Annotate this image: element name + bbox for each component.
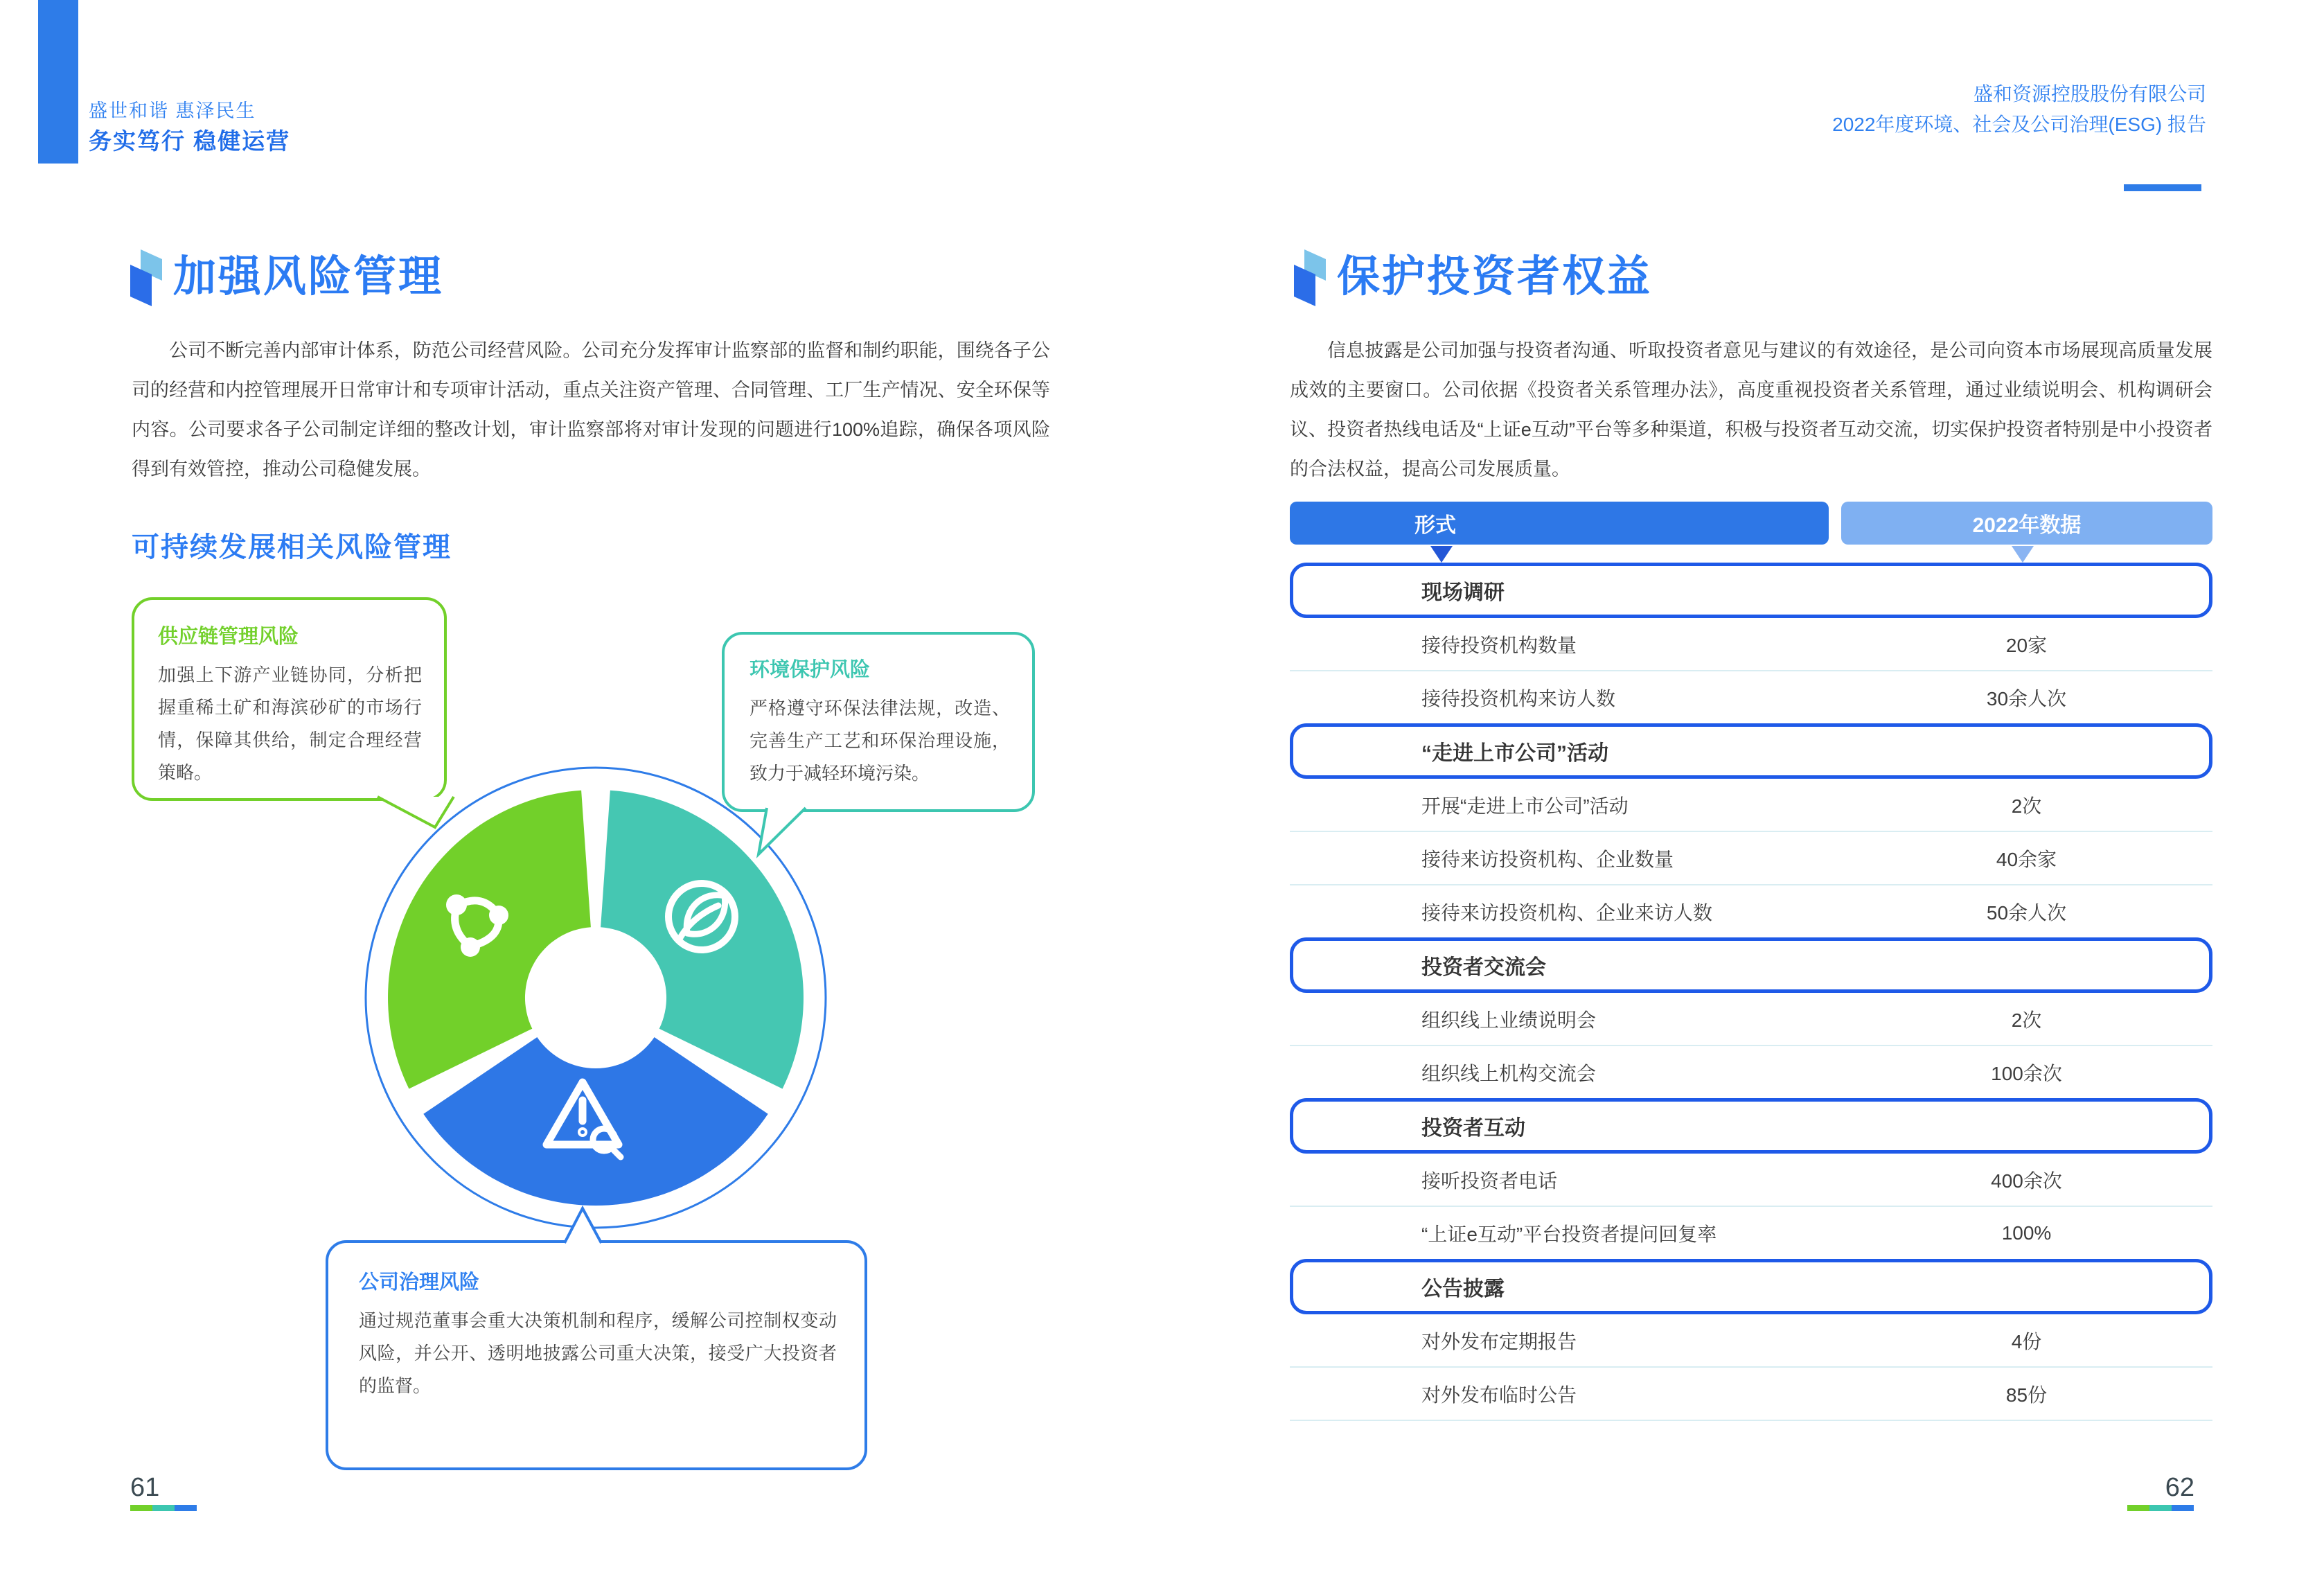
left-paragraph: 公司不断完善内部审计体系，防范公司经营风险。公司充分发挥审计监察部的监督和制约职能，围绕各子公司的经营和内控管理展开日常审计和专项审计活动，重点关注资产管理、合同管理、工厂生产情况、安全环保等内容。公司要求各子公司制定详细的整改计划，审计监察部将对审计发现的问题进行100%追踪，确保各项风险得到有效管控，推动公司稳健发展。 (132, 340, 1050, 479)
column-header-2022-data: 2022年数据 (1841, 502, 2212, 545)
table-row (1290, 1368, 2212, 1421)
callout-environment-risk (722, 632, 1035, 812)
row-value: 50余人次 (1986, 901, 2067, 924)
row-value: 2次 (2011, 1009, 2042, 1031)
investor-table (1290, 502, 2212, 1421)
pie-segment-governance (423, 1037, 768, 1206)
row-value: 2次 (2011, 795, 2042, 817)
table-row (1290, 1046, 2212, 1098)
page-number-right: 62 (2165, 1473, 2194, 1502)
section-marker-icon (1294, 249, 1326, 306)
table-header (1290, 502, 2212, 545)
callout-supply-chain-risk (132, 597, 447, 801)
bar-teal (152, 1505, 175, 1511)
row-label: 组织线上机构交流会 (1421, 1062, 1597, 1084)
row-label: 组织线上业绩说明会 (1421, 1009, 1597, 1031)
page-number-left: 61 (130, 1473, 160, 1502)
row-label: 接待投资机构数量 (1421, 634, 1577, 656)
right-section-title-block (1294, 249, 1652, 306)
corner-accent-bar (38, 0, 78, 164)
row-label: 对外发布临时公告 (1421, 1384, 1577, 1406)
header-pointer-data (2012, 546, 2034, 563)
bar-blue (175, 1505, 197, 1511)
row-value: 4份 (2011, 1330, 2042, 1352)
table-section-header: “走进上市公司”活动 (1290, 723, 2212, 779)
bar-green (130, 1505, 152, 1511)
table-section-header: 投资者互动 (1290, 1098, 2212, 1154)
row-value: 85份 (2005, 1384, 2048, 1406)
header-slogan-line2: 务实笃行 稳健运营 (89, 128, 291, 154)
table-row (1290, 671, 2212, 723)
row-value: 400余次 (1991, 1170, 2062, 1192)
row-value: 20家 (2005, 634, 2048, 656)
header-slogan-line1: 盛世和谐 惠泽民生 (89, 100, 256, 121)
callout-body: 严格遵守环保法律法规，改造、完善生产工艺和环保治理设施，致力于减轻环境污染。 (749, 698, 1010, 784)
table-section-header: 投资者交流会 (1290, 937, 2212, 993)
table-row (1290, 618, 2212, 671)
table-section-header: 公告披露 (1290, 1259, 2212, 1314)
page-number-bar-right (2127, 1505, 2194, 1511)
pie-segment-environment (601, 791, 804, 1089)
row-label: 接待投资机构来访人数 (1421, 687, 1616, 709)
bar-green (2127, 1505, 2149, 1511)
table-row (1290, 885, 2212, 937)
callout-body: 加强上下游产业链协同，分析把握重稀土矿和海滨砂矿的市场行情，保障其供给，制定合理经营策略。 (158, 664, 422, 783)
table-row (1290, 1207, 2212, 1259)
table-row (1290, 1314, 2212, 1368)
callout-title: 供应链管理风险 (158, 626, 299, 648)
row-label: 接待来访投资机构、企业数量 (1421, 848, 1674, 870)
table-row (1290, 832, 2212, 885)
row-value: 40余家 (1996, 848, 2057, 870)
table-section-header: 现场调研 (1290, 563, 2212, 618)
report-title: 2022年度环境、社会及公司治理(ESG) 报告 (1832, 114, 2206, 135)
table-row (1290, 993, 2212, 1046)
right-paragraph: 信息披露是公司加强与投资者沟通、听取投资者意见与建议的有效途径，是公司向资本市场展现高质量发展成效的主要窗口。公司依据《投资者关系管理办法》，高度重视投资者关系管理，通过业绩说明会、机构调研会议、投资者热线电话及“上证e互动”平台等多种渠道，积极与投资者互动交流，切实保护投资者特别是中小投资者的合法权益，提高公司发展质量。 (1290, 340, 2212, 479)
bar-teal (2149, 1505, 2172, 1511)
header-right (1832, 79, 2206, 140)
row-label: 开展“走进上市公司”活动 (1421, 795, 1629, 817)
table-row (1290, 779, 2212, 832)
table-row (1290, 1154, 2212, 1207)
row-label: 接待来访投资机构、企业来访人数 (1421, 901, 1713, 924)
section-marker-icon (130, 249, 162, 306)
callout-body: 通过规范董事会重大决策机制和程序，缓解公司控制权变动风险，并公开、透明地披露公司重大决策，接受广大投资者的监督。 (359, 1310, 837, 1396)
row-value: 100余次 (1991, 1062, 2062, 1084)
page-number-bar-left (130, 1505, 197, 1511)
column-header-form: 形式 (1290, 502, 1829, 545)
left-subsection-title: 可持续发展相关风险管理 (132, 532, 452, 563)
left-page-title: 加强风险管理 (173, 253, 444, 301)
bar-blue (2172, 1505, 2194, 1511)
row-label: 接听投资者电话 (1421, 1170, 1558, 1192)
right-page-title: 保护投资者权益 (1337, 253, 1653, 301)
callout-governance-risk (326, 1240, 867, 1470)
row-value: 30余人次 (1986, 687, 2067, 709)
header-pointer-form (1430, 546, 1453, 563)
header-underline (2124, 184, 2201, 191)
row-label: “上证e互动”平台投资者提问回复率 (1421, 1223, 1717, 1245)
left-section-title-block (130, 249, 443, 306)
company-name: 盛和资源控股股份有限公司 (1973, 83, 2206, 105)
callout-title: 公司治理风险 (359, 1271, 480, 1294)
row-label: 对外发布定期报告 (1421, 1330, 1577, 1352)
callout-title: 环境保护风险 (749, 659, 871, 681)
row-value: 100% (2001, 1221, 2052, 1244)
risk-diagram (125, 596, 1049, 1483)
